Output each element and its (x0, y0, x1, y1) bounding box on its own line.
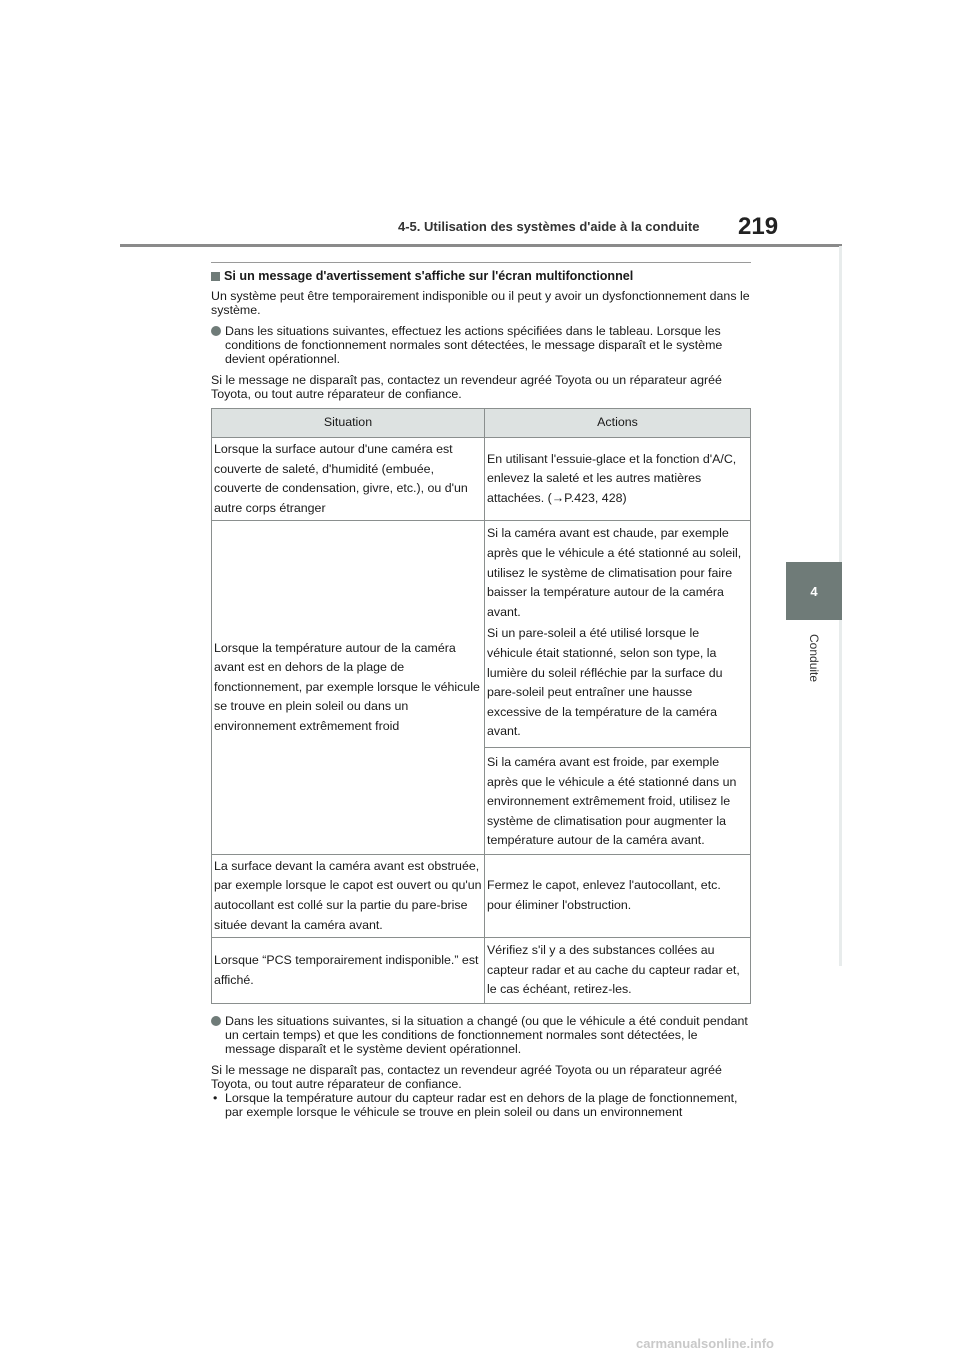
main-content (211, 262, 751, 1119)
table-row (212, 854, 751, 937)
situation-cell: Lorsque la surface autour d'une caméra est couverte de saleté, d'humidité (embuée, couverte de condensation, givre, etc.), ou d'un autre corps étranger (212, 438, 485, 521)
contact-paragraph: Si le message ne disparaît pas, contactez un revendeur agréé Toyota ou un réparateur agréé Toyota, ou tout autre réparateur de confiance. (211, 373, 722, 401)
cell-divider (485, 747, 750, 748)
dot-bullet: • (213, 1091, 218, 1106)
action-cell: En utilisant l'essuie-glace et la fonction d'A/C, enlevez la saleté et les autres matières attachées. (→P.423, 428) (485, 438, 751, 521)
action-cell: Fermez le capot, enlevez l'autocollant, etc. pour éliminer l'obstruction. (485, 854, 751, 937)
action-cell: Si la caméra avant est chaude, par exemple après que le véhicule a été stationné au soleil, utilisez le système de climatisation pour faire baisser la température autour de la caméra avant. Si un pare-soleil a été utilisé lorsque le véhicule était stationné, selon son type, la lumière du soleil réfléchie par la surface du pare-soleil peut entraîner une hausse excessive de la température de la caméra avant. Si la caméra avant est froide, par exemple après que le véhicule a été stationné dans un environnement extrêmement froid, utilisez le système de climatisation pour augmenter la température autour de la caméra avant. (485, 521, 751, 855)
table-row (212, 938, 751, 1004)
table-header-actions: Actions (485, 409, 751, 438)
circle-bullet-icon (211, 326, 221, 336)
header-rule (120, 244, 842, 247)
sub-bullet-item: • Lorsque la température autour du capteur radar est en dehors de la plage de fonctionnement, par exemple lorsque le véhicule se trouve en plein soleil ou dans un environnement (213, 1091, 738, 1120)
situation-cell: La surface devant la caméra avant est obstruée, par exemple lorsque le capot est ouvert ou qu'un autocollant est collé sur la partie du pare-brise située devant la caméra avant. (212, 854, 485, 937)
contact-paragraph: Si le message ne disparaît pas, contactez un revendeur agréé Toyota ou un réparateur agréé Toyota, ou tout autre réparateur de confiance. (211, 1063, 722, 1092)
circle-bullet-icon (211, 1016, 221, 1026)
watermark: carmanualsonline.info (636, 1336, 774, 1351)
page-number: 219 (738, 213, 779, 240)
bullet-item: Dans les situations suivantes, si la situation a changé (ou que le véhicule a été conduit pendant un certain temps) et que les conditions de fonctionnement normales sont détectées, le message disparaît et le système devient opérationnel. (211, 1014, 751, 1056)
section-rule (211, 262, 751, 263)
chapter-number: 4 (810, 583, 818, 599)
intro-paragraph: Un système peut être temporairement indisponible ou il peut y avoir un dysfonctionnement dans le système. (211, 289, 750, 317)
situation-cell: Lorsque “PCS temporairement indisponible.” est affiché. (212, 938, 485, 1004)
bullet-item: Dans les situations suivantes, effectuez les actions spécifiées dans le tableau. Lorsque les conditions de fonctionnement normales sont détectées, le message disparaît et le système devient opérationnel. (211, 324, 751, 366)
table-header-situation: Situation (212, 409, 485, 438)
action-cell: Vérifiez s'il y a des substances collées au capteur radar et au cache du capteur radar et, le cas échéant, retirez-les. (485, 938, 751, 1004)
table-row (212, 521, 751, 855)
page-header-title: 4-5. Utilisation des systèmes d'aide à la conduite (398, 219, 700, 234)
table-row (212, 438, 751, 521)
situation-cell: Lorsque la température autour de la caméra avant est en dehors de la plage de fonctionnement, par exemple lorsque le véhicule se trouve en plein soleil ou dans un environnement extrêmement froid (212, 521, 485, 855)
chapter-label: Conduite (807, 633, 821, 683)
warning-table (211, 408, 751, 1004)
section-heading: Si un message d'avertissement s'affiche sur l'écran multifonctionnel (211, 269, 751, 283)
square-bullet-icon (211, 272, 220, 281)
chapter-tab[interactable] (786, 562, 842, 620)
